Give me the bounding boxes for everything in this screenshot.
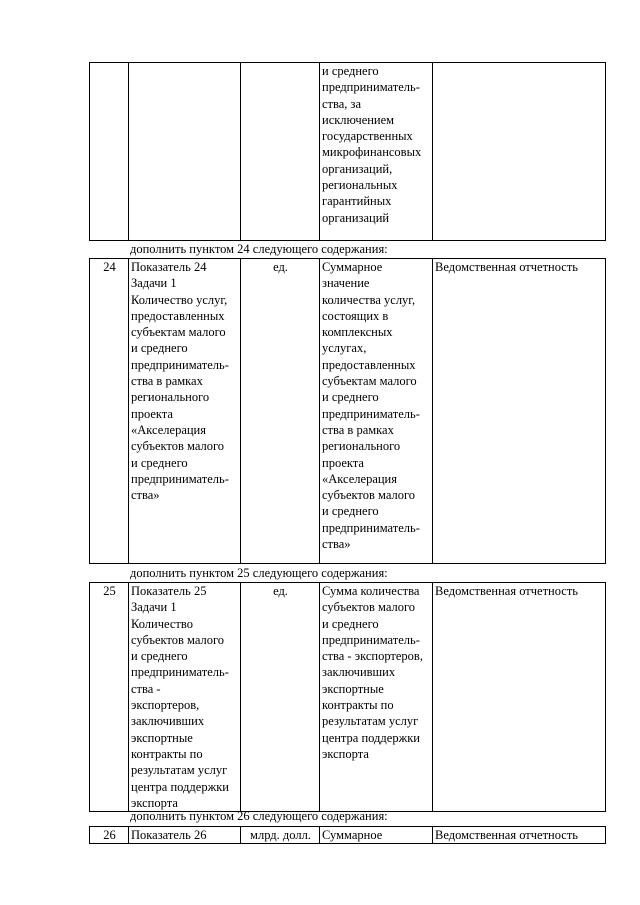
- indicator-cell: Показатель 26: [129, 827, 241, 844]
- table-row-24: [89, 258, 606, 564]
- indicator-cell: Показатель 24 Задачи 1 Количество услуг, предоставленных субъектам малого и среднего предприниматель- ства в рамках регионального проекта «Акселерация субъектов малого и среднего предприниматель- ства»: [129, 259, 241, 564]
- method-cell: Суммарное значение количества услуг, состоящих в комплексных услугах, предоставленных субъектам малого и среднего предприниматель- ства в рамках регионального проекта «Акселерация субъектов малого и среднего предприниматель- ства»: [320, 259, 433, 564]
- unit-cell: [241, 63, 320, 241]
- table-fragment-top: [89, 62, 606, 241]
- table-row-26: [89, 826, 606, 844]
- unit-cell: ед.: [241, 259, 320, 564]
- method-cell: и среднего предприниматель- ства, за исключением государственных микрофинансовых организаций, региональных гарантийных организаций: [320, 63, 433, 241]
- unit-cell: млрд. долл.: [241, 827, 320, 844]
- row-number-cell: 25: [90, 583, 129, 812]
- amendment-note-26: дополнить пунктом 26 следующего содержания:: [130, 809, 388, 823]
- table-row: [90, 583, 606, 812]
- row-number-cell: [90, 63, 129, 241]
- table-row-25: [89, 582, 606, 812]
- amendment-note-25: дополнить пунктом 25 следующего содержания:: [130, 566, 388, 580]
- indicator-cell: Показатель 25 Задачи 1 Количество субъектов малого и среднего предприниматель- ства - экспортеров, заключивших экспортные контракты по результатам услуг центра поддержки экспорта: [129, 583, 241, 812]
- source-cell: Ведомственная отчетность: [433, 259, 606, 564]
- amendment-note-24: дополнить пунктом 24 следующего содержания:: [130, 242, 388, 256]
- method-cell: Сумма количества субъектов малого и среднего предприниматель- ства - экспортеров, заключивших экспортные контракты по результатам услуг центра поддержки экспорта: [320, 583, 433, 812]
- row-number-cell: 26: [90, 827, 129, 844]
- indicator-cell: [129, 63, 241, 241]
- row-number-cell: 24: [90, 259, 129, 564]
- table-row: [90, 259, 606, 564]
- table-row: [90, 827, 606, 844]
- unit-cell: ед.: [241, 583, 320, 812]
- table-row: [90, 63, 606, 241]
- source-cell: Ведомственная отчетность: [433, 827, 606, 844]
- source-cell: Ведомственная отчетность: [433, 583, 606, 812]
- source-cell: [433, 63, 606, 241]
- method-cell: Суммарное: [320, 827, 433, 844]
